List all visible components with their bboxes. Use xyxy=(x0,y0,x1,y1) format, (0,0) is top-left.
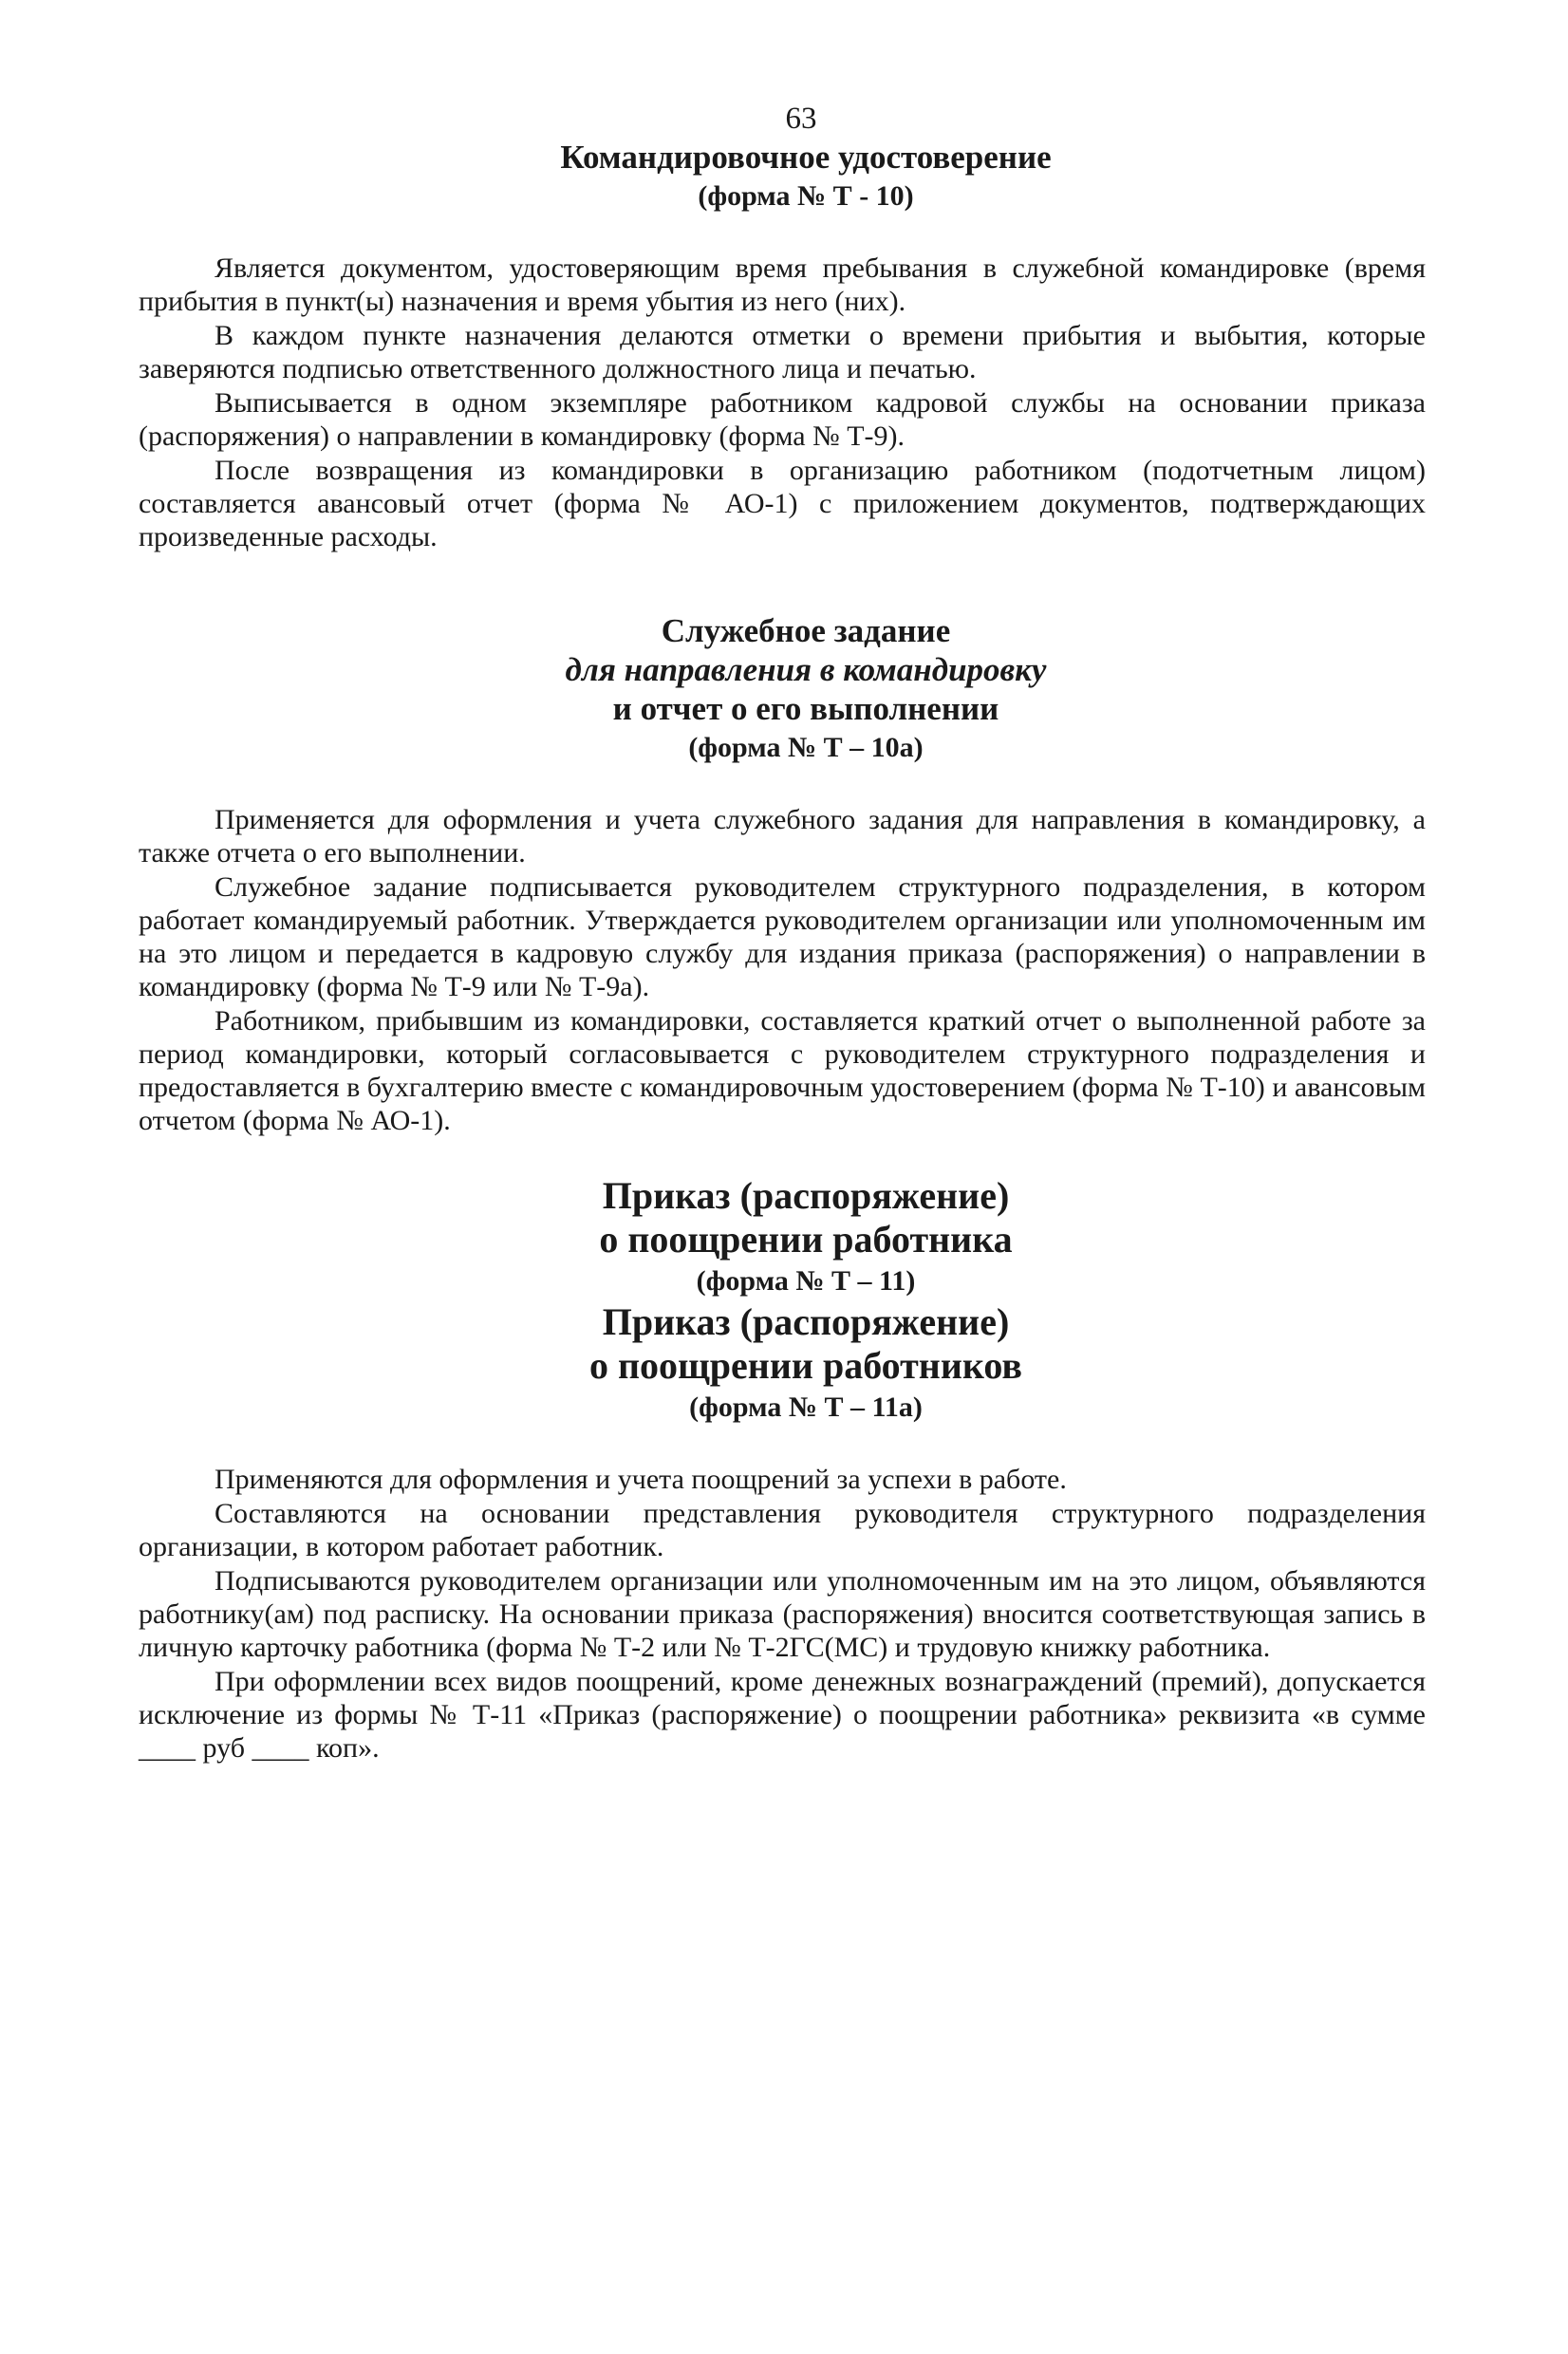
heading-form-number: (форма № Т – 10а) xyxy=(688,732,924,763)
heading-form-number: (форма № Т - 10) xyxy=(698,180,914,212)
paragraph: Является документом, удостоверяющим время пребывания в служебной командировке (время прибытия в пункт(ы) назначения и время убытия из него (них). xyxy=(139,252,1426,317)
section-body-travel-certificate xyxy=(139,252,1426,553)
section-heading-travel-certificate xyxy=(186,138,1426,215)
heading-subtitle: для направления в командировку xyxy=(565,651,1047,688)
page-content xyxy=(139,100,1426,1766)
heading-title: Приказ (распоряжение) xyxy=(602,1300,1010,1343)
heading-subtitle: о поощрении работников xyxy=(588,1344,1022,1387)
heading-title: Приказ (распоряжение) xyxy=(602,1174,1010,1217)
heading-title: Служебное задание xyxy=(661,612,951,649)
paragraph: При оформлении всех видов поощрений, кроме денежных вознаграждений (премий), допускается исключение из формы № Т-11 «Приказ (распоряжение) о поощрении работника» реквизита «в сумме ____ руб ____ коп». xyxy=(139,1666,1426,1764)
paragraph: Применяются для оформления и учета поощрений за успехи в работе. xyxy=(215,1464,1067,1495)
section-body-official-assignment xyxy=(139,803,1426,1137)
section-heading-reward-order xyxy=(186,1174,1426,1427)
paragraph: В каждом пункте назначения делаются отметки о времени прибытия и выбытия, которые заверяются подписью ответственного должностного лица и печатью. xyxy=(139,320,1426,384)
heading-form-number: (форма № Т – 11) xyxy=(696,1265,916,1297)
paragraph: Выписывается в одном экземпляре работником кадровой службы на основании приказа (распоряжения) о направлении в командировку (форма № Т-9). xyxy=(139,387,1426,452)
paragraph: Работником, прибывшим из командировки, составляется краткий отчет о выполненной работе за период командировки, который согласовывается с руководителем структурного подразделения и предоставляется в бухгалтерию вместе с командировочным удостоверением (форма № Т-10) и авансовым отчетом (форма № АО-1). xyxy=(139,1005,1426,1136)
paragraph: Служебное задание подписывается руководителем структурного подразделения, в котором работает командируемый работник. Утверждается руководителем организации или уполномоченным им на это лицом и передается в кадровую службу для издания приказа (распоряжения) о направлении в командировку (форма № Т-9 или № Т-9а). xyxy=(139,871,1426,1002)
paragraph: Применяется для оформления и учета служебного задания для направления в командировку, а также отчета о его выполнении. xyxy=(139,804,1426,869)
heading-form-number: (форма № Т – 11а) xyxy=(689,1392,923,1423)
paragraph: После возвращения из командировки в организацию работником (подотчетным лицом) составляется авансовый отчет (форма № АО-1) с приложением документов, подтверждающих произведенные расходы. xyxy=(139,455,1426,552)
page-number: 63 xyxy=(785,102,817,136)
section-heading-official-assignment xyxy=(186,611,1426,767)
section-body-reward-order xyxy=(139,1463,1426,1765)
heading-subtitle: о поощрении работника xyxy=(599,1218,1013,1261)
paragraph: Подписываются руководителем организации или уполномоченным им на это лицом, объявляются работнику(ам) под расписку. На основании приказа (распоряжения) вносится соответствующая запись в личную карточку работника (форма № Т-2 или № Т-2ГС(МС) и трудовую книжку работника. xyxy=(139,1565,1426,1663)
heading-subtitle: и отчет о его выполнении xyxy=(612,690,999,727)
paragraph: Составляются на основании представления руководителя структурного подразделения организации, в котором работает работник. xyxy=(139,1498,1426,1562)
heading-title: Командировочное удостоверение xyxy=(560,139,1052,176)
